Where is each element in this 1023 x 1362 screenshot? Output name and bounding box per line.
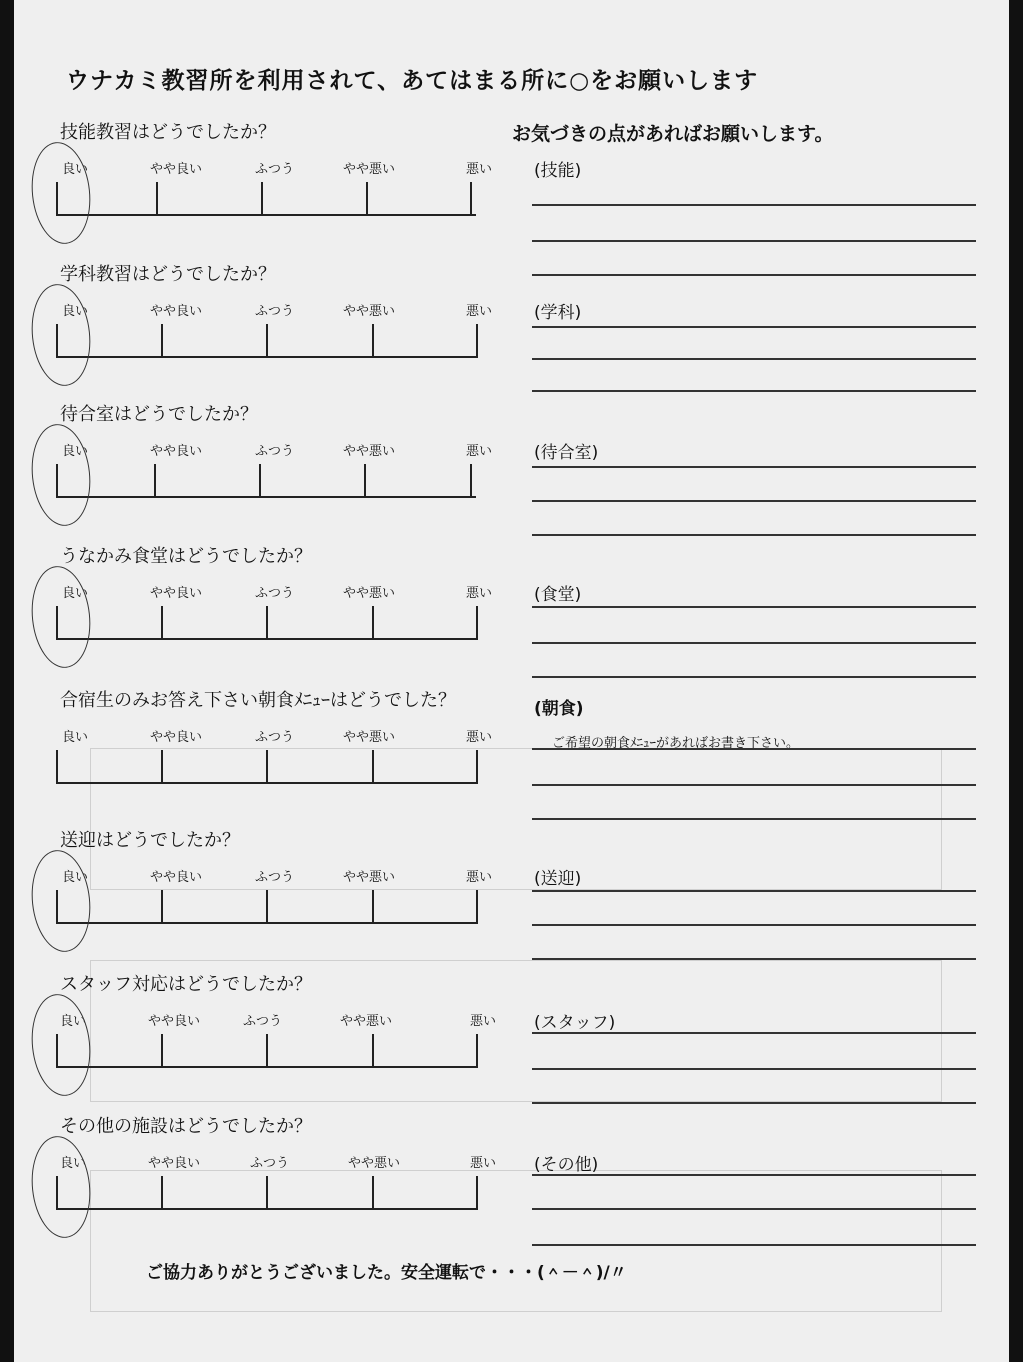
scale-label-good: 良い (62, 586, 89, 601)
rating-scale[interactable] (56, 182, 476, 216)
right-scan-border (1009, 0, 1023, 1362)
rating-scale[interactable] (56, 324, 476, 358)
scale-label-fairly-bad: やや悪い (348, 1156, 401, 1171)
question-text: 学科教習はどうでしたか？ (60, 264, 276, 285)
comment-line[interactable] (532, 390, 976, 392)
handwritten-circle-mark (27, 421, 95, 529)
scale-label-bad: 悪い (466, 162, 493, 177)
scale-label-average: ふつう (255, 162, 295, 177)
scale-label-bad: 悪い (466, 304, 493, 319)
comment-line[interactable] (532, 784, 976, 786)
scale-label-fairly-good: やや良い (150, 730, 203, 745)
scale-label-average: ふつう (255, 304, 295, 319)
question-text: うなかみ食堂はどうでしたか？ (60, 546, 312, 567)
scale-label-fairly-bad: やや悪い (343, 162, 396, 177)
comment-line[interactable] (532, 358, 976, 360)
comment-category: (その他) (534, 1155, 599, 1175)
comment-line[interactable] (532, 1208, 976, 1210)
comment-line[interactable] (532, 1102, 976, 1104)
scale-label-fairly-good: やや良い (150, 162, 203, 177)
handwritten-circle-mark (27, 991, 95, 1099)
question-text: 技能教習はどうでしたか？ (60, 122, 276, 143)
scale-label-fairly-bad: やや悪い (343, 304, 396, 319)
comment-category: (送迎) (534, 869, 582, 889)
comment-category: (食堂) (534, 585, 582, 605)
scale-label-fairly-good: やや良い (150, 586, 203, 601)
comment-line[interactable] (532, 924, 976, 926)
comment-line[interactable] (532, 274, 976, 276)
scale-label-fairly-good: やや良い (150, 304, 203, 319)
scale-label-fairly-bad: やや悪い (343, 444, 396, 459)
scale-label-bad: 悪い (466, 730, 493, 745)
comment-category: (待合室) (534, 443, 599, 463)
scale-label-fairly-good: やや良い (150, 870, 203, 885)
scale-label-fairly-bad: やや悪い (343, 870, 396, 885)
rating-scale[interactable] (56, 890, 476, 924)
question-text: 合宿生のみお答え下さい朝食ﾒﾆｭｰはどうでした？ (60, 690, 456, 711)
comment-line[interactable] (532, 240, 976, 242)
rating-scale[interactable] (56, 1176, 476, 1210)
comment-line[interactable] (532, 958, 976, 960)
question-text: スタッフ対応はどうでしたか？ (60, 974, 312, 995)
scale-label-fairly-good: やや良い (148, 1014, 201, 1029)
comment-category: (スタッフ) (534, 1013, 616, 1033)
comment-line[interactable] (532, 1032, 976, 1034)
survey-title: ウナカミ教習所を利用されて、あてはまる所に○をお願いします (66, 68, 759, 94)
comment-line[interactable] (532, 1244, 976, 1246)
scale-label-fairly-bad: やや悪い (343, 586, 396, 601)
rating-scale[interactable] (56, 464, 476, 498)
question-text: 待合室はどうでしたか？ (60, 404, 258, 425)
scale-label-good: 良い (62, 304, 89, 319)
breakfast-heading: (朝食) (534, 699, 584, 719)
rating-scale[interactable] (56, 1034, 476, 1068)
scale-label-average: ふつう (243, 1014, 283, 1029)
comment-line[interactable] (532, 606, 976, 608)
rating-scale[interactable] (56, 606, 476, 640)
comment-line[interactable] (532, 676, 976, 678)
scale-label-good: 良い (62, 162, 89, 177)
comment-line[interactable] (532, 466, 976, 468)
comments-heading: お気づきの点があればお願いします。 (512, 123, 834, 145)
scale-label-bad: 悪い (470, 1014, 497, 1029)
scale-label-good: 良い (62, 870, 89, 885)
comment-line[interactable] (532, 534, 976, 536)
comment-category: (学科) (534, 303, 582, 323)
scale-label-bad: 悪い (466, 870, 493, 885)
scale-label-good: 良い (62, 444, 89, 459)
comment-line[interactable] (532, 500, 976, 502)
scale-label-average: ふつう (255, 444, 295, 459)
rating-scale[interactable] (56, 750, 476, 784)
left-scan-border (0, 0, 14, 1362)
handwritten-circle-mark (27, 563, 95, 671)
comment-line[interactable] (532, 1068, 976, 1070)
scale-label-average: ふつう (250, 1156, 290, 1171)
breakfast-request-note: ご希望の朝食ﾒﾆｭｰがあればお書き下さい。 (552, 736, 800, 751)
comment-category: (技能) (534, 161, 582, 181)
scale-label-fairly-bad: やや悪い (340, 1014, 393, 1029)
question-text: その他の施設はどうでしたか？ (60, 1116, 312, 1137)
scale-label-fairly-bad: やや悪い (343, 730, 396, 745)
handwritten-circle-mark (27, 281, 95, 389)
scale-label-good: 良い (60, 1156, 87, 1171)
scale-label-average: ふつう (255, 586, 295, 601)
question-text: 送迎はどうでしたか？ (60, 830, 240, 851)
scale-label-bad: 悪い (466, 586, 493, 601)
scale-label-bad: 悪い (470, 1156, 497, 1171)
scale-label-average: ふつう (255, 870, 295, 885)
comment-line[interactable] (532, 326, 976, 328)
handwritten-circle-mark (27, 139, 95, 247)
comment-line[interactable] (532, 890, 976, 892)
scale-label-good: 良い (60, 1014, 87, 1029)
comment-line[interactable] (532, 1174, 976, 1176)
scale-label-fairly-good: やや良い (148, 1156, 201, 1171)
scale-label-bad: 悪い (466, 444, 493, 459)
comment-line[interactable] (532, 818, 976, 820)
scale-label-average: ふつう (255, 730, 295, 745)
comment-line[interactable] (532, 748, 976, 750)
scale-label-fairly-good: やや良い (150, 444, 203, 459)
thank-you-footer: ご協力ありがとうございました。安全運転で・・・(＾－＾)/〃 (146, 1263, 627, 1283)
comment-line[interactable] (532, 642, 976, 644)
scale-label-good: 良い (62, 730, 89, 745)
handwritten-circle-mark (27, 1133, 95, 1241)
handwritten-circle-mark (27, 847, 95, 955)
comment-line[interactable] (532, 204, 976, 206)
